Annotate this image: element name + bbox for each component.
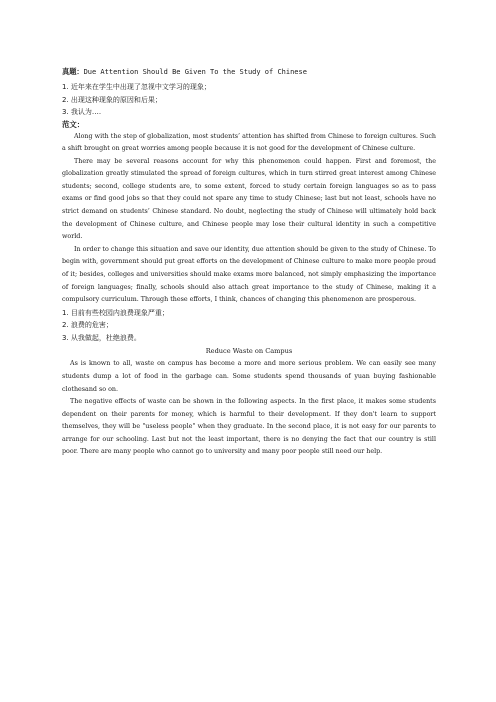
sample-essay-label: 范文： (62, 119, 85, 129)
outline-list-1 (62, 81, 436, 119)
outline-item: 2. 出现这种现象的原因和后果； (62, 95, 162, 104)
outline-list-2 (62, 307, 436, 345)
outline-item: 3. 我认为…. (62, 108, 102, 116)
essay2-paragraph: The negative effects of waste can be shown in the following aspects. In the first place, it makes some students dependent on their parents for money, which is harmful to their development. If they don't learn to support themselves, they will be "useless people" when they graduate. In the second place, it is not easy for our parents to arrange for our schooling. Last but not the least important, there is no denying the fact that our country is still poor. There are many people who cannot go to university and many poor people still need our help. (62, 398, 436, 456)
essay1-paragraph: There may be several reasons account for why this phenomenon could happen. First and foremost, the globalization greatly stimulated the spread of foreign cultures, which in turn stirred great interest among Chinese students; second, college students are, to some extent, forced to study certain foreign languages so as to pass exams or find good jobs so that they could not spare any time to study Chinese; last but not least, schools have no strict demand on students’ Chinese standard. No doubt, neglecting the study of Chinese will ultimately hold back the development of Chinese culture, and Chinese people may lose their cultural identity in such a competitive world. (62, 157, 436, 241)
outline-item: 1. 近年来在学生中出现了忽视中文学习的现象； (62, 83, 211, 91)
outline-item: 1. 目前有些校园内浪费现象严重； (62, 308, 169, 317)
essay2-title: Reduce Waste on Campus (205, 347, 293, 356)
essay1-paragraph: In order to change this situation and save our identity, due attention should be given to the study of Chinese. To begin with, government should put great efforts on the development of Chinese culture to make more people proud of it; besides, colleges and universities should make exams more balanced, not simply emphasizing the importance of foreign languages; finally, schools should also attach great importance to the study of Chinese, making it a compulsory curriculum. Through these efforts, I think, chances of changing this phenomenon are prosperous. (62, 245, 436, 304)
essay2-paragraph: As is known to all, waste on campus has become a more and more serious problem. We can easily see many students dump a lot of food in the garbage can. Some students spend thousands of yuan buying fashionable clothesand so on. (62, 360, 436, 393)
exam-title-line (62, 66, 436, 78)
outline-item: 2. 浪费的危害； (62, 321, 113, 330)
document-page (62, 66, 436, 459)
outline-item: 3. 从我做起，杜绝浪费。 (62, 333, 141, 342)
title-label: 真题： (62, 67, 84, 76)
title-text: Due Attention Should Be Given To the Study of Chinese (83, 68, 307, 76)
essay1-paragraph: Along with the step of globalization, most students’ attention has shifted from Chinese to foreign cultures. Such a shift brought on great worries among people because it is not good for the development of Chinese culture. (62, 132, 436, 153)
